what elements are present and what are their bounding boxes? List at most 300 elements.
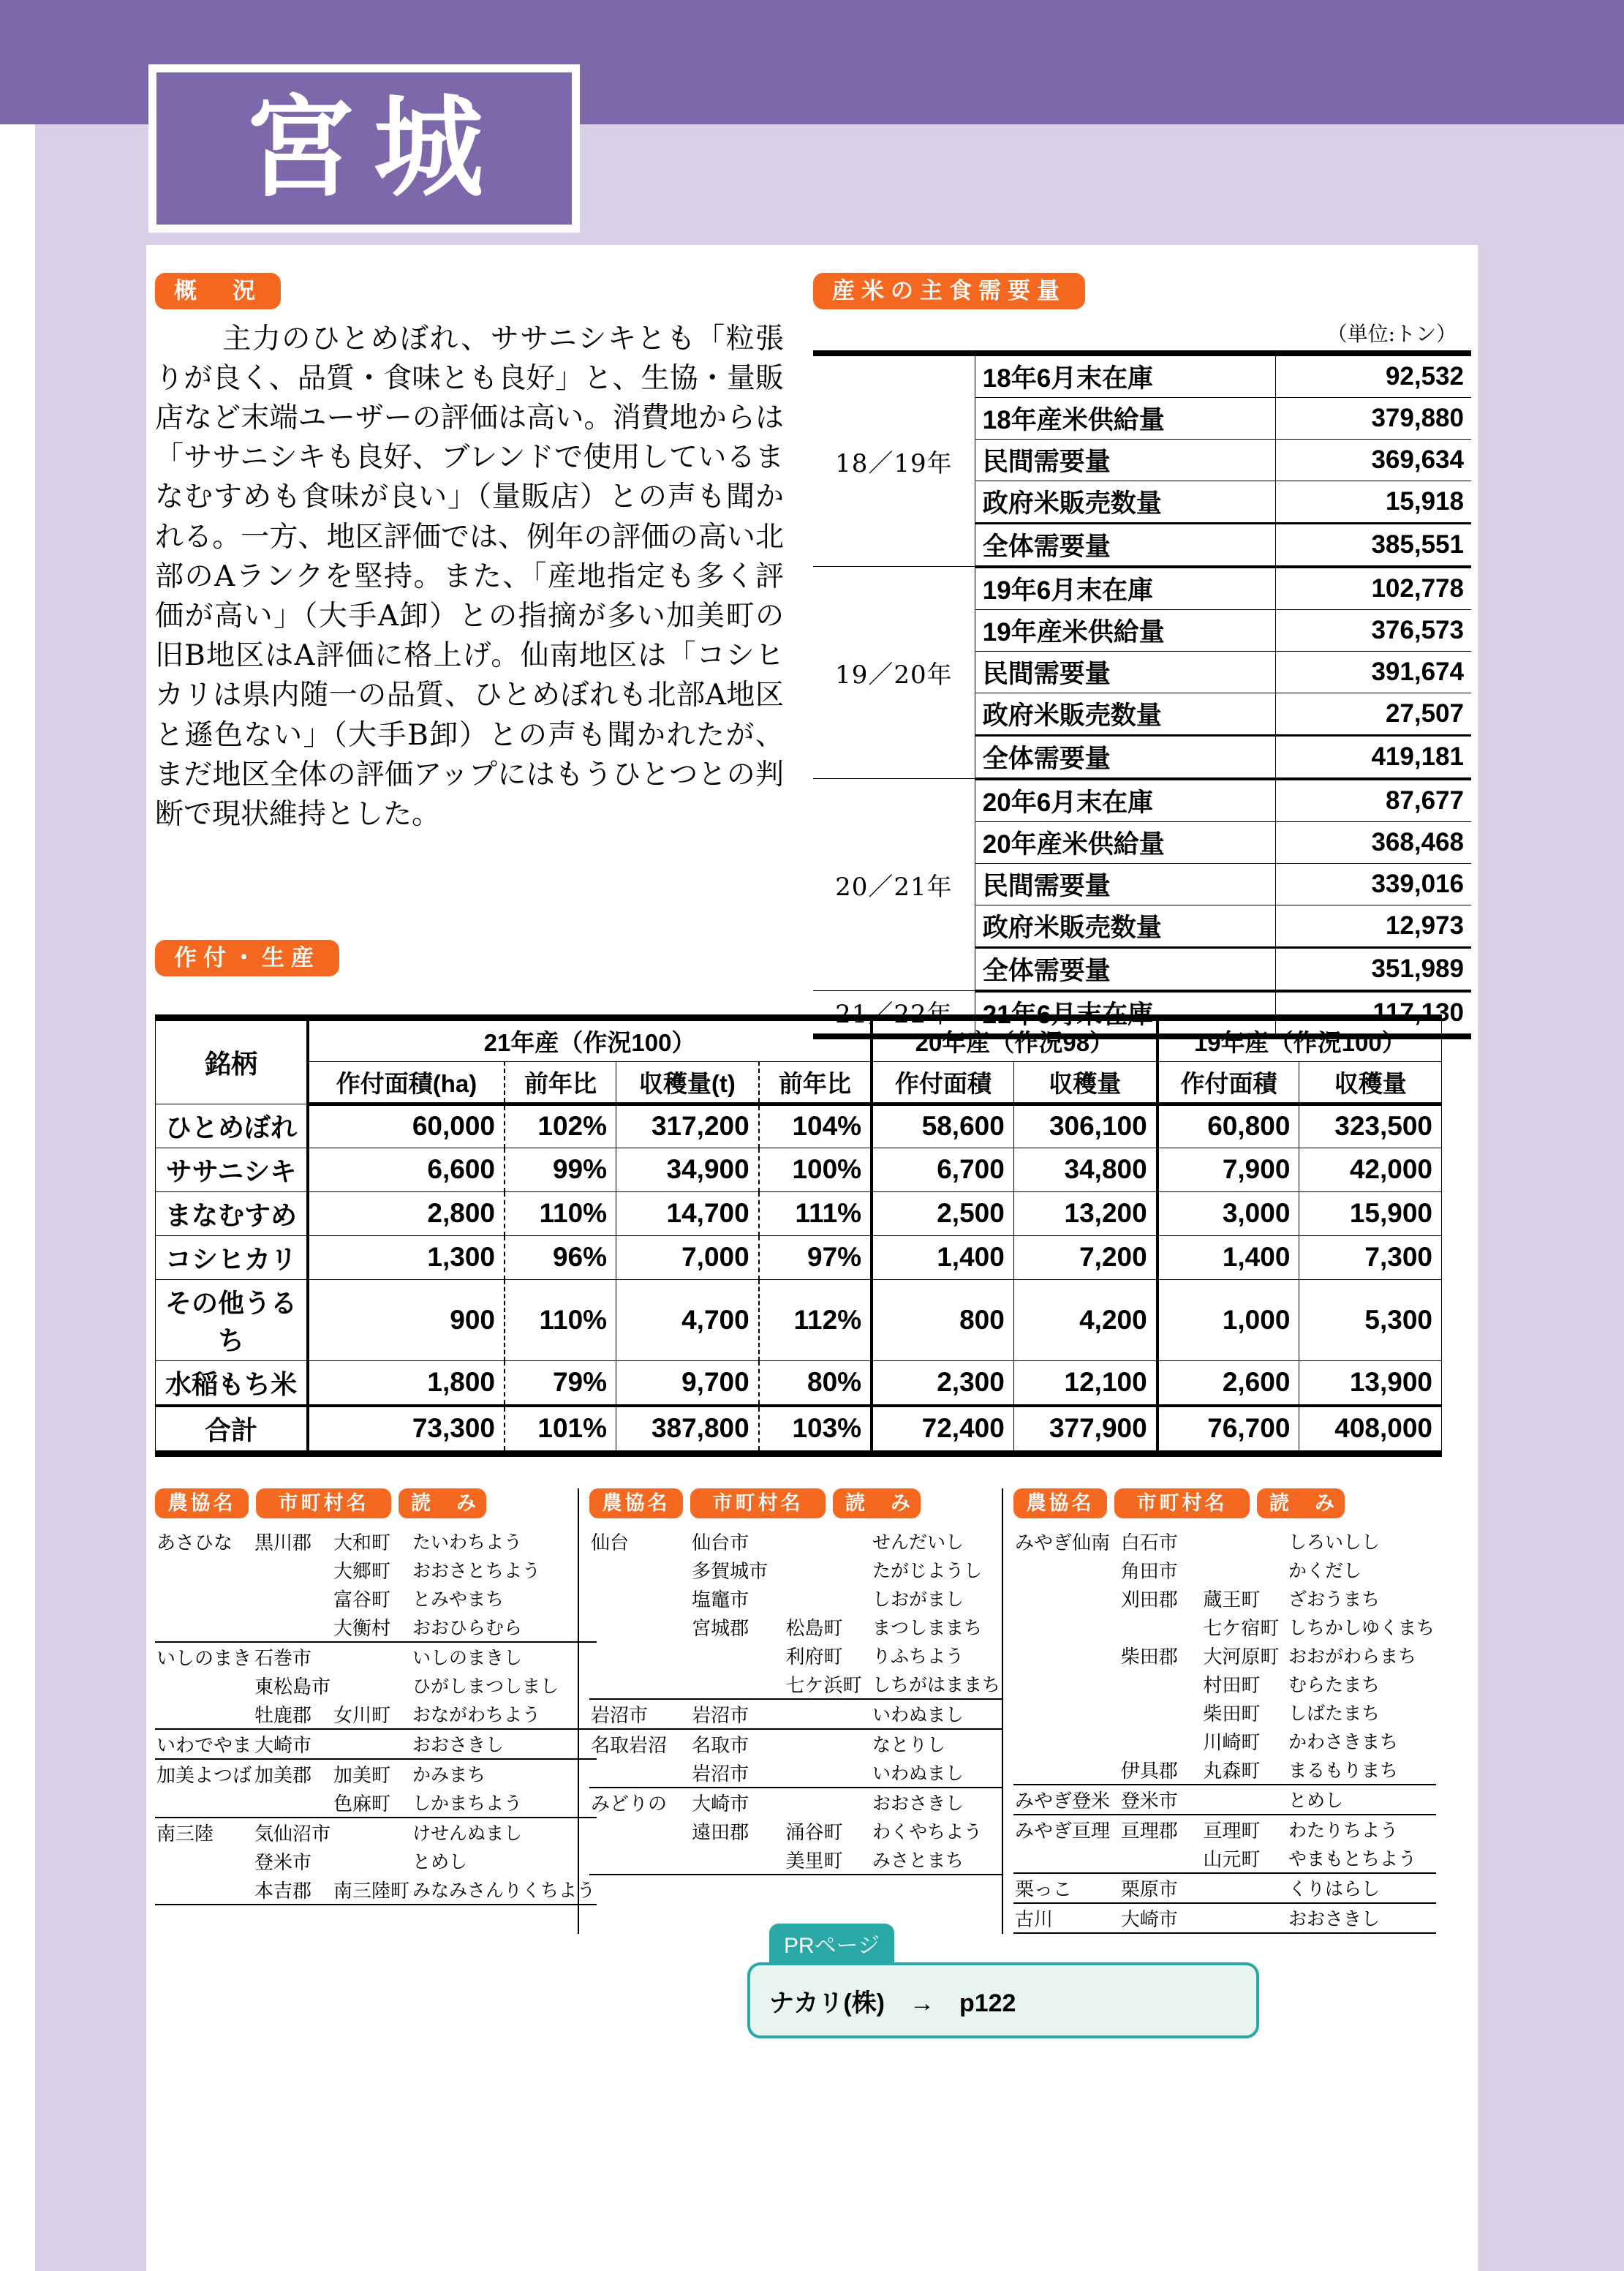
ja-name-cell: みやぎ亘理 [1015, 1820, 1111, 1842]
list-item [155, 1875, 597, 1905]
production-value-cell: 60,000 [308, 1104, 505, 1148]
municipality-town-cell [784, 1556, 871, 1584]
production-value-cell: 110% [505, 1191, 616, 1235]
demand-label-cell: 政府米販売数量 [975, 905, 1275, 947]
ja-name-cell: 仙台 [591, 1532, 630, 1554]
page-title: 宮城 [244, 85, 502, 212]
reading-cell: せんだいし [872, 1532, 964, 1553]
production-value-cell: 900 [308, 1279, 505, 1360]
ja-name-cell [589, 1670, 690, 1699]
municipality-district-cell: 登米市 [1119, 1785, 1202, 1815]
production-value-cell: 76,700 [1157, 1406, 1299, 1454]
ja-column-headers [1013, 1488, 1436, 1518]
municipality-district-cell: 塩竈市 [692, 1589, 749, 1611]
list-item [155, 1556, 597, 1584]
demand-value-cell: 117,130 [1276, 991, 1471, 1036]
ja-name-cell [155, 1700, 253, 1729]
reading-cell: しかまちよう [411, 1788, 597, 1818]
production-sub-header: 前年比 [505, 1061, 616, 1104]
list-item [155, 1642, 597, 1671]
production-value-cell: 6,600 [308, 1148, 505, 1191]
ja-municipality-section [155, 1488, 1478, 1934]
demand-label-cell: 21年6月末在庫 [975, 991, 1275, 1036]
list-item [589, 1556, 1002, 1584]
demand-value-cell: 12,973 [1276, 905, 1471, 947]
reading-cell: しちかしゆくまち [1288, 1618, 1435, 1639]
production-value-cell: 13,200 [1013, 1191, 1157, 1235]
list-item [589, 1584, 1002, 1613]
production-section [155, 940, 1471, 1457]
reading-cell: しろいしし [1288, 1532, 1380, 1553]
ja-municipality-table [155, 1527, 597, 1905]
production-value-cell: 408,000 [1299, 1406, 1442, 1454]
municipality-district-cell: 遠田郡 [692, 1821, 749, 1844]
reading-cell: みなみさんりくちよう [411, 1875, 597, 1905]
reading-cell: いわぬまし [871, 1758, 1002, 1788]
ja-header-label: 農協名 [155, 1488, 249, 1518]
table-row [156, 1148, 1442, 1191]
municipality-town-cell [784, 1584, 871, 1613]
municipality-district-cell [1119, 1844, 1202, 1873]
demand-label-cell: 19年6月末在庫 [975, 567, 1275, 610]
reading-cell: けせんぬまし [412, 1823, 523, 1845]
production-sub-header: 作付面積 [872, 1061, 1013, 1104]
demand-value-cell: 379,880 [1276, 397, 1471, 439]
list-item [589, 1699, 1002, 1729]
ja-name-cell [155, 1584, 253, 1613]
ja-name-cell [1013, 1556, 1119, 1584]
reading-cell: むらたまち [1288, 1675, 1380, 1696]
list-item [589, 1758, 1002, 1788]
ja-name-cell [155, 1671, 253, 1700]
production-value-cell: 5,300 [1299, 1279, 1442, 1360]
production-value-cell: 102% [505, 1104, 616, 1148]
municipality-district-cell [690, 1641, 784, 1670]
municipality-district-cell [253, 1556, 332, 1584]
list-item [589, 1527, 1002, 1556]
list-item [1013, 1815, 1436, 1844]
production-value-cell: 6,700 [872, 1148, 1013, 1191]
demand-value-cell: 351,989 [1276, 947, 1471, 991]
reading-header-label: 読 み [833, 1488, 921, 1518]
production-sub-header: 収穫量 [1299, 1061, 1442, 1104]
municipality-district-cell: 気仙沼市 [254, 1823, 331, 1845]
production-group-header-row [156, 1017, 1442, 1061]
table-row [156, 1104, 1442, 1148]
ja-name-cell: 名取岩沼 [591, 1734, 668, 1757]
reading-cell: しちがはままち [871, 1670, 1002, 1699]
list-item [155, 1671, 597, 1700]
table-row [813, 779, 1471, 822]
municipality-town-cell [332, 1729, 411, 1759]
ja-name-cell [589, 1758, 690, 1788]
reading-cell: かみまち [412, 1765, 486, 1786]
reading-cell: みさとまち [871, 1845, 1002, 1875]
production-value-cell: 800 [872, 1279, 1013, 1360]
demand-label-cell: 全体需要量 [975, 523, 1275, 567]
ja-header-label: 農協名 [589, 1488, 683, 1518]
reading-cell: りふちよう [872, 1646, 964, 1668]
municipality-town-cell: 富谷町 [333, 1589, 391, 1611]
demand-value-cell: 368,468 [1276, 821, 1471, 863]
demand-section-label: 産米の主食需要量 [813, 273, 1085, 309]
ja-municipality-table [1013, 1527, 1436, 1934]
ja-name-cell [1013, 1698, 1119, 1727]
list-item [1013, 1641, 1436, 1670]
reading-cell: ざおうまち [1288, 1589, 1380, 1611]
demand-label-cell: 民間需要量 [975, 439, 1275, 481]
list-item [155, 1613, 597, 1642]
reading-cell: おながわちよう [411, 1700, 597, 1729]
ja-name-cell [1013, 1755, 1119, 1785]
demand-value-cell: 376,573 [1276, 609, 1471, 651]
table-row [156, 1279, 1442, 1360]
production-variety-name: 水稲もち米 [156, 1360, 309, 1406]
prefecture-title-box [148, 64, 580, 233]
production-group-header: 19年産（作況100） [1157, 1017, 1442, 1061]
ja-name-cell [155, 1847, 253, 1875]
ja-name-cell: 岩沼市 [589, 1699, 690, 1729]
production-value-cell: 60,800 [1157, 1104, 1299, 1148]
ja-name-cell [1013, 1641, 1119, 1670]
ja-name-cell: 南三陸 [156, 1823, 214, 1845]
ja-name-cell: いわでやま [155, 1729, 253, 1759]
municipality-town-cell: 加美町 [333, 1764, 391, 1787]
demand-value-cell: 87,677 [1276, 779, 1471, 822]
list-item [1013, 1785, 1436, 1815]
demand-unit-note: （単位:トン） [1326, 321, 1457, 346]
production-value-cell: 7,300 [1299, 1235, 1442, 1279]
production-sub-header: 収穫量(t) [616, 1061, 759, 1104]
production-table [155, 1014, 1442, 1457]
municipality-district-cell: 伊具郡 [1119, 1755, 1202, 1785]
municipality-town-cell: 松島町 [785, 1617, 843, 1640]
reading-cell: ひがしまつしまし [412, 1676, 559, 1698]
ja-name-cell: 加美よつば [156, 1764, 252, 1787]
production-value-cell: 2,800 [308, 1191, 505, 1235]
ja-name-cell [589, 1845, 690, 1875]
municipality-town-cell: 亘理町 [1203, 1820, 1261, 1842]
municipality-town-cell: 美里町 [784, 1845, 871, 1875]
list-item [1013, 1698, 1436, 1727]
reading-cell: とめし [1287, 1785, 1436, 1815]
production-value-cell: 387,800 [616, 1406, 759, 1454]
pr-page-box [747, 1924, 1259, 2038]
reading-cell: おおひらむら [411, 1613, 597, 1642]
ja-header-label: 農協名 [1013, 1488, 1107, 1518]
municipality-town-cell [784, 1788, 871, 1817]
reading-cell: とみやまち [412, 1589, 505, 1611]
municipality-district-cell [1119, 1698, 1202, 1727]
list-item [155, 1584, 597, 1613]
production-value-cell: 101% [505, 1406, 616, 1454]
municipality-district-cell: 大崎市 [1119, 1903, 1202, 1933]
production-value-cell: 58,600 [872, 1104, 1013, 1148]
municipality-district-cell [253, 1788, 332, 1818]
ja-name-cell [589, 1817, 690, 1845]
municipality-town-cell: 色麻町 [332, 1788, 411, 1818]
municipality-town-cell: 柴田町 [1203, 1703, 1261, 1725]
demand-label-cell: 政府米販売数量 [975, 693, 1275, 735]
list-item [155, 1527, 597, 1556]
ja-name-cell: みどりの [591, 1793, 668, 1815]
list-item [1013, 1670, 1436, 1698]
production-value-cell: 7,200 [1013, 1235, 1157, 1279]
municipality-town-cell: 蔵王町 [1203, 1589, 1261, 1611]
production-value-cell: 7,000 [616, 1235, 759, 1279]
municipality-town-cell [1201, 1873, 1287, 1903]
municipality-district-cell: 黒川郡 [254, 1532, 312, 1554]
municipality-header-label: 市町村名 [256, 1488, 391, 1518]
municipality-town-cell: 山元町 [1201, 1844, 1287, 1873]
demand-table [813, 350, 1471, 1039]
reading-cell: とめし [412, 1852, 468, 1873]
production-variety-name: ひとめぼれ [156, 1104, 309, 1148]
list-item [1013, 1613, 1436, 1641]
demand-year-cell: 19／20年 [813, 567, 975, 779]
municipality-town-cell: 涌谷町 [785, 1821, 843, 1844]
ja-name-cell [1013, 1670, 1119, 1698]
list-item [155, 1729, 597, 1759]
municipality-district-cell: 登米市 [254, 1851, 312, 1874]
reading-cell: まるもりまち [1287, 1755, 1436, 1785]
municipality-town-cell: 大河原町 [1203, 1646, 1280, 1668]
municipality-district-cell: 大崎市 [253, 1729, 332, 1759]
production-value-cell: 14,700 [616, 1191, 759, 1235]
ja-column-headers [155, 1488, 578, 1518]
production-variety-name: 合計 [156, 1406, 309, 1454]
list-item [155, 1788, 597, 1818]
municipality-town-cell: 丸森町 [1201, 1755, 1287, 1785]
reading-cell: くりはらし [1287, 1873, 1436, 1903]
ja-name-cell [589, 1641, 690, 1670]
municipality-district-cell: 多賀城市 [692, 1560, 768, 1583]
reading-cell: かくだし [1288, 1561, 1361, 1582]
production-value-cell: 34,800 [1013, 1148, 1157, 1191]
production-sub-header: 作付面積 [1157, 1061, 1299, 1104]
list-item [155, 1700, 597, 1729]
list-item [589, 1641, 1002, 1670]
demand-value-cell: 15,918 [1276, 481, 1471, 523]
municipality-town-cell: 女川町 [332, 1700, 411, 1729]
municipality-district-cell: 白石市 [1120, 1532, 1178, 1554]
list-item [155, 1847, 597, 1875]
list-item [589, 1788, 1002, 1817]
list-item [589, 1845, 1002, 1875]
reading-cell: わくやちよう [872, 1822, 982, 1843]
production-value-cell: 4,700 [616, 1279, 759, 1360]
production-value-cell: 96% [505, 1235, 616, 1279]
ja-name-cell: あさひな [156, 1532, 233, 1554]
list-item [155, 1818, 597, 1847]
municipality-district-cell: 名取市 [692, 1734, 749, 1757]
list-item [1013, 1527, 1436, 1556]
production-value-cell: 1,400 [1157, 1235, 1299, 1279]
production-value-cell: 12,100 [1013, 1360, 1157, 1406]
reading-cell: おおがわらまち [1288, 1646, 1416, 1668]
municipality-header-label: 市町村名 [1114, 1488, 1250, 1518]
demand-label-cell: 全体需要量 [975, 735, 1275, 779]
ja-name-cell [155, 1788, 253, 1818]
table-row [156, 1235, 1442, 1279]
demand-year-cell: 18／19年 [813, 353, 975, 567]
ja-name-cell [589, 1584, 690, 1613]
ja-column-group [1002, 1488, 1436, 1934]
ja-name-cell: いしのまき [156, 1647, 252, 1670]
list-item [1013, 1873, 1436, 1903]
pr-tab-label: PRページ [769, 1924, 894, 1964]
reading-cell: まつしままち [872, 1618, 982, 1639]
demand-label-cell: 民間需要量 [975, 863, 1275, 905]
municipality-town-cell [332, 1642, 411, 1671]
demand-label-cell: 20年産米供給量 [975, 821, 1275, 863]
ja-column-group [578, 1488, 1002, 1934]
pr-entry[interactable]: ナカリ(株) → p122 [747, 1962, 1259, 2038]
municipality-town-cell: 南三陸町 [332, 1875, 411, 1905]
demand-value-cell: 339,016 [1276, 863, 1471, 905]
production-value-cell: 323,500 [1299, 1104, 1442, 1148]
demand-value-cell: 369,634 [1276, 439, 1471, 481]
list-item [589, 1729, 1002, 1758]
production-value-cell: 1,400 [872, 1235, 1013, 1279]
demand-label-cell: 20年6月末在庫 [975, 779, 1275, 822]
production-sub-header-row [156, 1061, 1442, 1104]
production-value-cell: 34,900 [616, 1148, 759, 1191]
ja-name-cell: 古川 [1013, 1903, 1119, 1933]
list-item [1013, 1584, 1436, 1613]
reading-cell: しおがまし [872, 1589, 964, 1611]
production-value-cell: 4,200 [1013, 1279, 1157, 1360]
reading-cell: なとりし [872, 1735, 945, 1756]
municipality-district-cell: 仙台市 [692, 1532, 749, 1554]
demand-value-cell: 27,507 [1276, 693, 1471, 735]
reading-cell: いわぬまし [871, 1699, 1002, 1729]
municipality-town-cell [784, 1527, 871, 1556]
municipality-district-cell: 宮城郡 [692, 1617, 749, 1640]
municipality-district-cell: 大崎市 [692, 1793, 749, 1815]
reading-cell: おおさとちよう [412, 1561, 541, 1582]
list-item [1013, 1755, 1436, 1785]
ja-name-cell: 栗っこ [1013, 1873, 1119, 1903]
municipality-town-cell: 七ケ浜町 [784, 1670, 871, 1699]
demand-label-cell: 19年産米供給量 [975, 609, 1275, 651]
production-value-cell: 13,900 [1299, 1360, 1442, 1406]
municipality-district-cell: 角田市 [1120, 1560, 1178, 1583]
municipality-district-cell: 栗原市 [1119, 1873, 1202, 1903]
production-value-cell: 7,900 [1157, 1148, 1299, 1191]
production-value-cell: 3,000 [1157, 1191, 1299, 1235]
production-value-cell: 2,500 [872, 1191, 1013, 1235]
production-value-cell: 111% [759, 1191, 872, 1235]
reading-cell: おおさきし [872, 1793, 964, 1815]
production-value-cell: 1,800 [308, 1360, 505, 1406]
production-value-cell: 15,900 [1299, 1191, 1442, 1235]
municipality-district-cell: 牡鹿郡 [253, 1700, 332, 1729]
table-row [813, 567, 1471, 610]
demand-label-cell: 18年産米供給量 [975, 397, 1275, 439]
municipality-town-cell: 川崎町 [1203, 1731, 1261, 1754]
ja-municipality-table [589, 1527, 1002, 1875]
list-item [1013, 1727, 1436, 1755]
ja-name-cell [1013, 1844, 1119, 1873]
municipality-district-cell: 加美郡 [254, 1764, 312, 1787]
production-sub-header: 前年比 [759, 1061, 872, 1104]
reading-cell: おおさきし [411, 1729, 597, 1759]
municipality-district-cell [1119, 1613, 1202, 1641]
table-row [156, 1191, 1442, 1235]
demand-value-cell: 419,181 [1276, 735, 1471, 779]
ja-name-cell [1013, 1613, 1119, 1641]
ja-column-group [155, 1488, 596, 1934]
municipality-town-cell [1201, 1527, 1287, 1556]
list-item [1013, 1556, 1436, 1584]
municipality-town-cell: 大和町 [333, 1532, 391, 1554]
list-item [589, 1670, 1002, 1699]
list-item [589, 1817, 1002, 1845]
municipality-district-cell [1119, 1727, 1202, 1755]
municipality-header-label: 市町村名 [690, 1488, 826, 1518]
production-value-cell: 9,700 [616, 1360, 759, 1406]
production-value-cell: 2,300 [872, 1360, 1013, 1406]
reading-cell: たがじようし [872, 1561, 982, 1582]
reading-cell: いしのまきし [412, 1648, 523, 1669]
municipality-town-cell: 七ケ宿町 [1203, 1617, 1280, 1640]
demand-value-cell: 102,778 [1276, 567, 1471, 610]
municipality-district-cell: 岩沼市 [690, 1758, 784, 1788]
municipality-district-cell: 岩沼市 [690, 1699, 784, 1729]
ja-name-cell [1013, 1727, 1119, 1755]
municipality-town-cell [784, 1699, 871, 1729]
production-value-cell: 97% [759, 1235, 872, 1279]
production-value-cell: 104% [759, 1104, 872, 1148]
production-value-cell: 1,000 [1157, 1279, 1299, 1360]
reading-cell: かわさきまち [1288, 1732, 1398, 1753]
municipality-town-cell: 村田町 [1203, 1674, 1261, 1697]
production-value-cell: 80% [759, 1360, 872, 1406]
production-group-header: 銘柄 [156, 1017, 309, 1104]
production-value-cell: 100% [759, 1148, 872, 1191]
reading-cell: おおさきし [1287, 1903, 1436, 1933]
production-value-cell: 306,100 [1013, 1104, 1157, 1148]
municipality-district-cell [690, 1845, 784, 1875]
demand-label-cell: 全体需要量 [975, 947, 1275, 991]
table-row [156, 1406, 1442, 1454]
overview-section-label: 概 況 [155, 273, 281, 309]
municipality-district-cell: 柴田郡 [1120, 1646, 1178, 1668]
production-sub-header: 収穫量 [1013, 1061, 1157, 1104]
municipality-town-cell [1201, 1785, 1287, 1815]
demand-year-cell: 20／21年 [813, 779, 975, 991]
ja-name-cell [589, 1556, 690, 1584]
production-value-cell: 2,600 [1157, 1360, 1299, 1406]
production-value-cell: 73,300 [308, 1406, 505, 1454]
municipality-district-cell [253, 1613, 332, 1642]
table-row [156, 1360, 1442, 1406]
municipality-town-cell [332, 1671, 411, 1700]
ja-name-cell [1013, 1584, 1119, 1613]
demand-value-cell: 385,551 [1276, 523, 1471, 567]
ja-name-cell [155, 1613, 253, 1642]
production-group-header: 20年産（作況98） [872, 1017, 1157, 1061]
reading-cell: たいわちよう [412, 1532, 523, 1553]
production-variety-name: その他うるち [156, 1279, 309, 1360]
municipality-town-cell: 大衡村 [332, 1613, 411, 1642]
municipality-town-cell [1201, 1556, 1287, 1584]
municipality-district-cell: 刈田郡 [1120, 1589, 1178, 1611]
production-variety-name: ササニシキ [156, 1148, 309, 1191]
reading-header-label: 読 み [1257, 1488, 1345, 1518]
overview-body-text: 主力のひとめぼれ、ササニシキとも「粒張りが良く、品質・食味とも良好」と、生協・量販店など末端ユーザーの評価は高い。消費地からは「ササニシキも良好、ブレンドで使用しているまなむすめも食味が良い」（量販店）との声も聞かれる。一方、地区評価では、例年の評価の高い北部のAランクを堅持。また、「産地指定も多く評価が高い」（大手A卸）との指摘が多い加美町の旧B地区はA評価に格上げ。仙南地区は「コシヒカリは県内随一の品質、ひとめぼれも北部A地区と遜色ない」（大手B卸）との声も聞かれたが、まだ地区全体の評価アップにはもうひとつとの判断で現状維持とした。 [155, 322, 784, 832]
